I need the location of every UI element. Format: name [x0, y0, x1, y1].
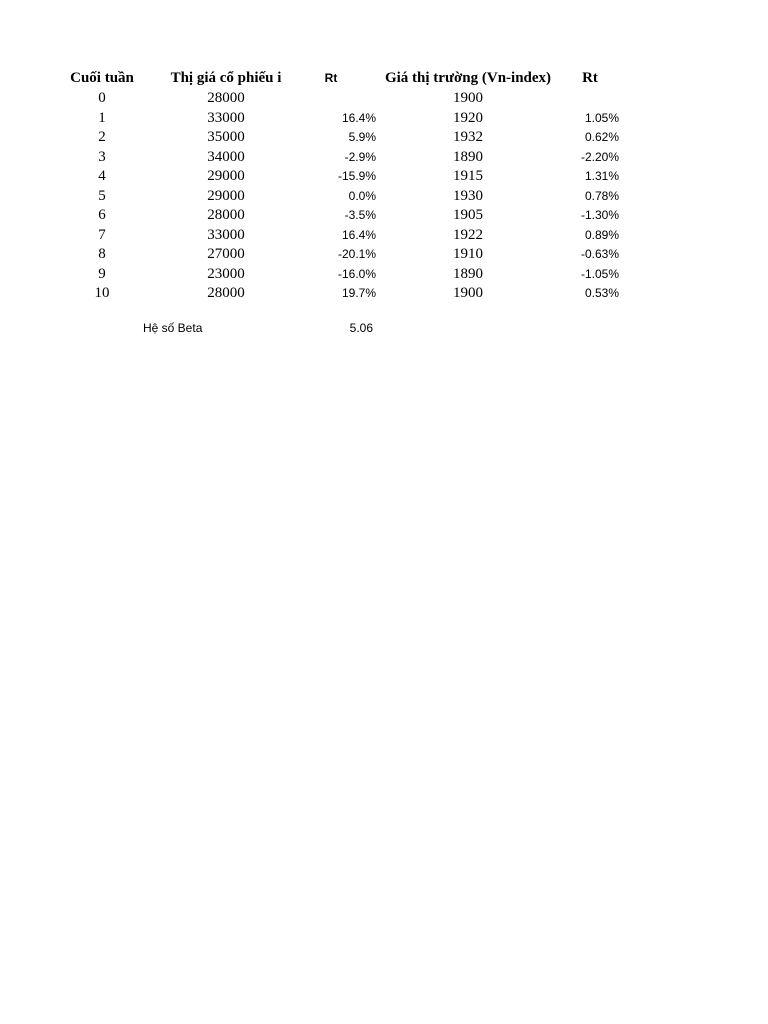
cell-stock-price: 29000 — [207, 168, 245, 184]
cell-stock-rt: -20.1% — [337, 247, 376, 261]
cell-week: 1 — [98, 110, 106, 126]
header-week: Cuối tuần — [70, 70, 134, 86]
cell-market-rt: 0.62% — [584, 130, 619, 144]
cell-stock-rt: -2.9% — [344, 150, 376, 164]
cell-stock-rt — [300, 89, 376, 108]
cell-market-price: 1890 — [453, 149, 483, 165]
cell-stock-rt: 5.9% — [348, 130, 376, 144]
cell-stock-price: 28000 — [207, 90, 245, 106]
cell-week: 9 — [98, 266, 106, 282]
cell-stock-rt: -15.9% — [337, 169, 376, 183]
cell-stock-price: 28000 — [207, 207, 245, 223]
cell-stock-rt: -3.5% — [344, 208, 376, 222]
cell-market-price: 1920 — [453, 110, 483, 126]
cell-stock-rt: 0.0% — [348, 189, 376, 203]
header-market-rt: Rt — [582, 70, 598, 86]
cell-market-rt: 0.53% — [584, 286, 619, 300]
cell-stock-price: 29000 — [207, 188, 245, 204]
cell-market-rt: -1.05% — [580, 267, 619, 281]
cell-week: 10 — [94, 285, 110, 301]
cell-stock-rt: 16.4% — [341, 111, 376, 125]
cell-week: 0 — [98, 90, 106, 106]
cell-stock-rt: 19.7% — [341, 286, 376, 300]
header-stock-rt: Rt — [324, 71, 338, 85]
cell-stock-price: 28000 — [207, 285, 245, 301]
cell-stock-rt: -16.0% — [337, 267, 376, 281]
cell-week: 7 — [98, 227, 106, 243]
cell-market-price: 1910 — [453, 246, 483, 262]
beta-value: 5.06 — [349, 321, 373, 335]
cell-week: 6 — [98, 207, 106, 223]
cell-market-rt: 1.05% — [584, 111, 619, 125]
header-stock-price: Thị giá cổ phiếu i — [170, 70, 282, 86]
cell-stock-price: 34000 — [207, 149, 245, 165]
cell-stock-price: 23000 — [207, 266, 245, 282]
cell-market-price: 1905 — [453, 207, 483, 223]
cell-market-rt — [560, 89, 619, 108]
cell-market-rt: 0.78% — [584, 189, 619, 203]
cell-market-rt: 0.89% — [584, 228, 619, 242]
cell-market-rt: -0.63% — [580, 247, 619, 261]
cell-market-price: 1900 — [453, 90, 483, 106]
cell-stock-price: 27000 — [207, 246, 245, 262]
cell-market-price: 1890 — [453, 266, 483, 282]
cell-market-price: 1932 — [453, 129, 483, 145]
cell-stock-price: 33000 — [207, 110, 245, 126]
cell-week: 3 — [98, 149, 106, 165]
cell-stock-price: 33000 — [207, 227, 245, 243]
cell-week: 5 — [98, 188, 106, 204]
cell-market-price: 1900 — [453, 285, 483, 301]
cell-market-rt: -1.30% — [580, 208, 619, 222]
cell-market-price: 1915 — [453, 168, 483, 184]
cell-week: 8 — [98, 246, 106, 262]
cell-market-rt: 1.31% — [584, 169, 619, 183]
cell-stock-price: 35000 — [207, 129, 245, 145]
cell-market-price: 1922 — [453, 227, 483, 243]
cell-market-rt: -2.20% — [580, 150, 619, 164]
cell-market-price: 1930 — [453, 188, 483, 204]
beta-label: Hệ số Beta — [143, 321, 203, 335]
cell-week: 2 — [98, 129, 106, 145]
cell-stock-rt: 16.4% — [341, 228, 376, 242]
header-market-price: Giá thị trường (Vn-index) — [384, 70, 552, 86]
cell-week: 4 — [98, 168, 106, 184]
